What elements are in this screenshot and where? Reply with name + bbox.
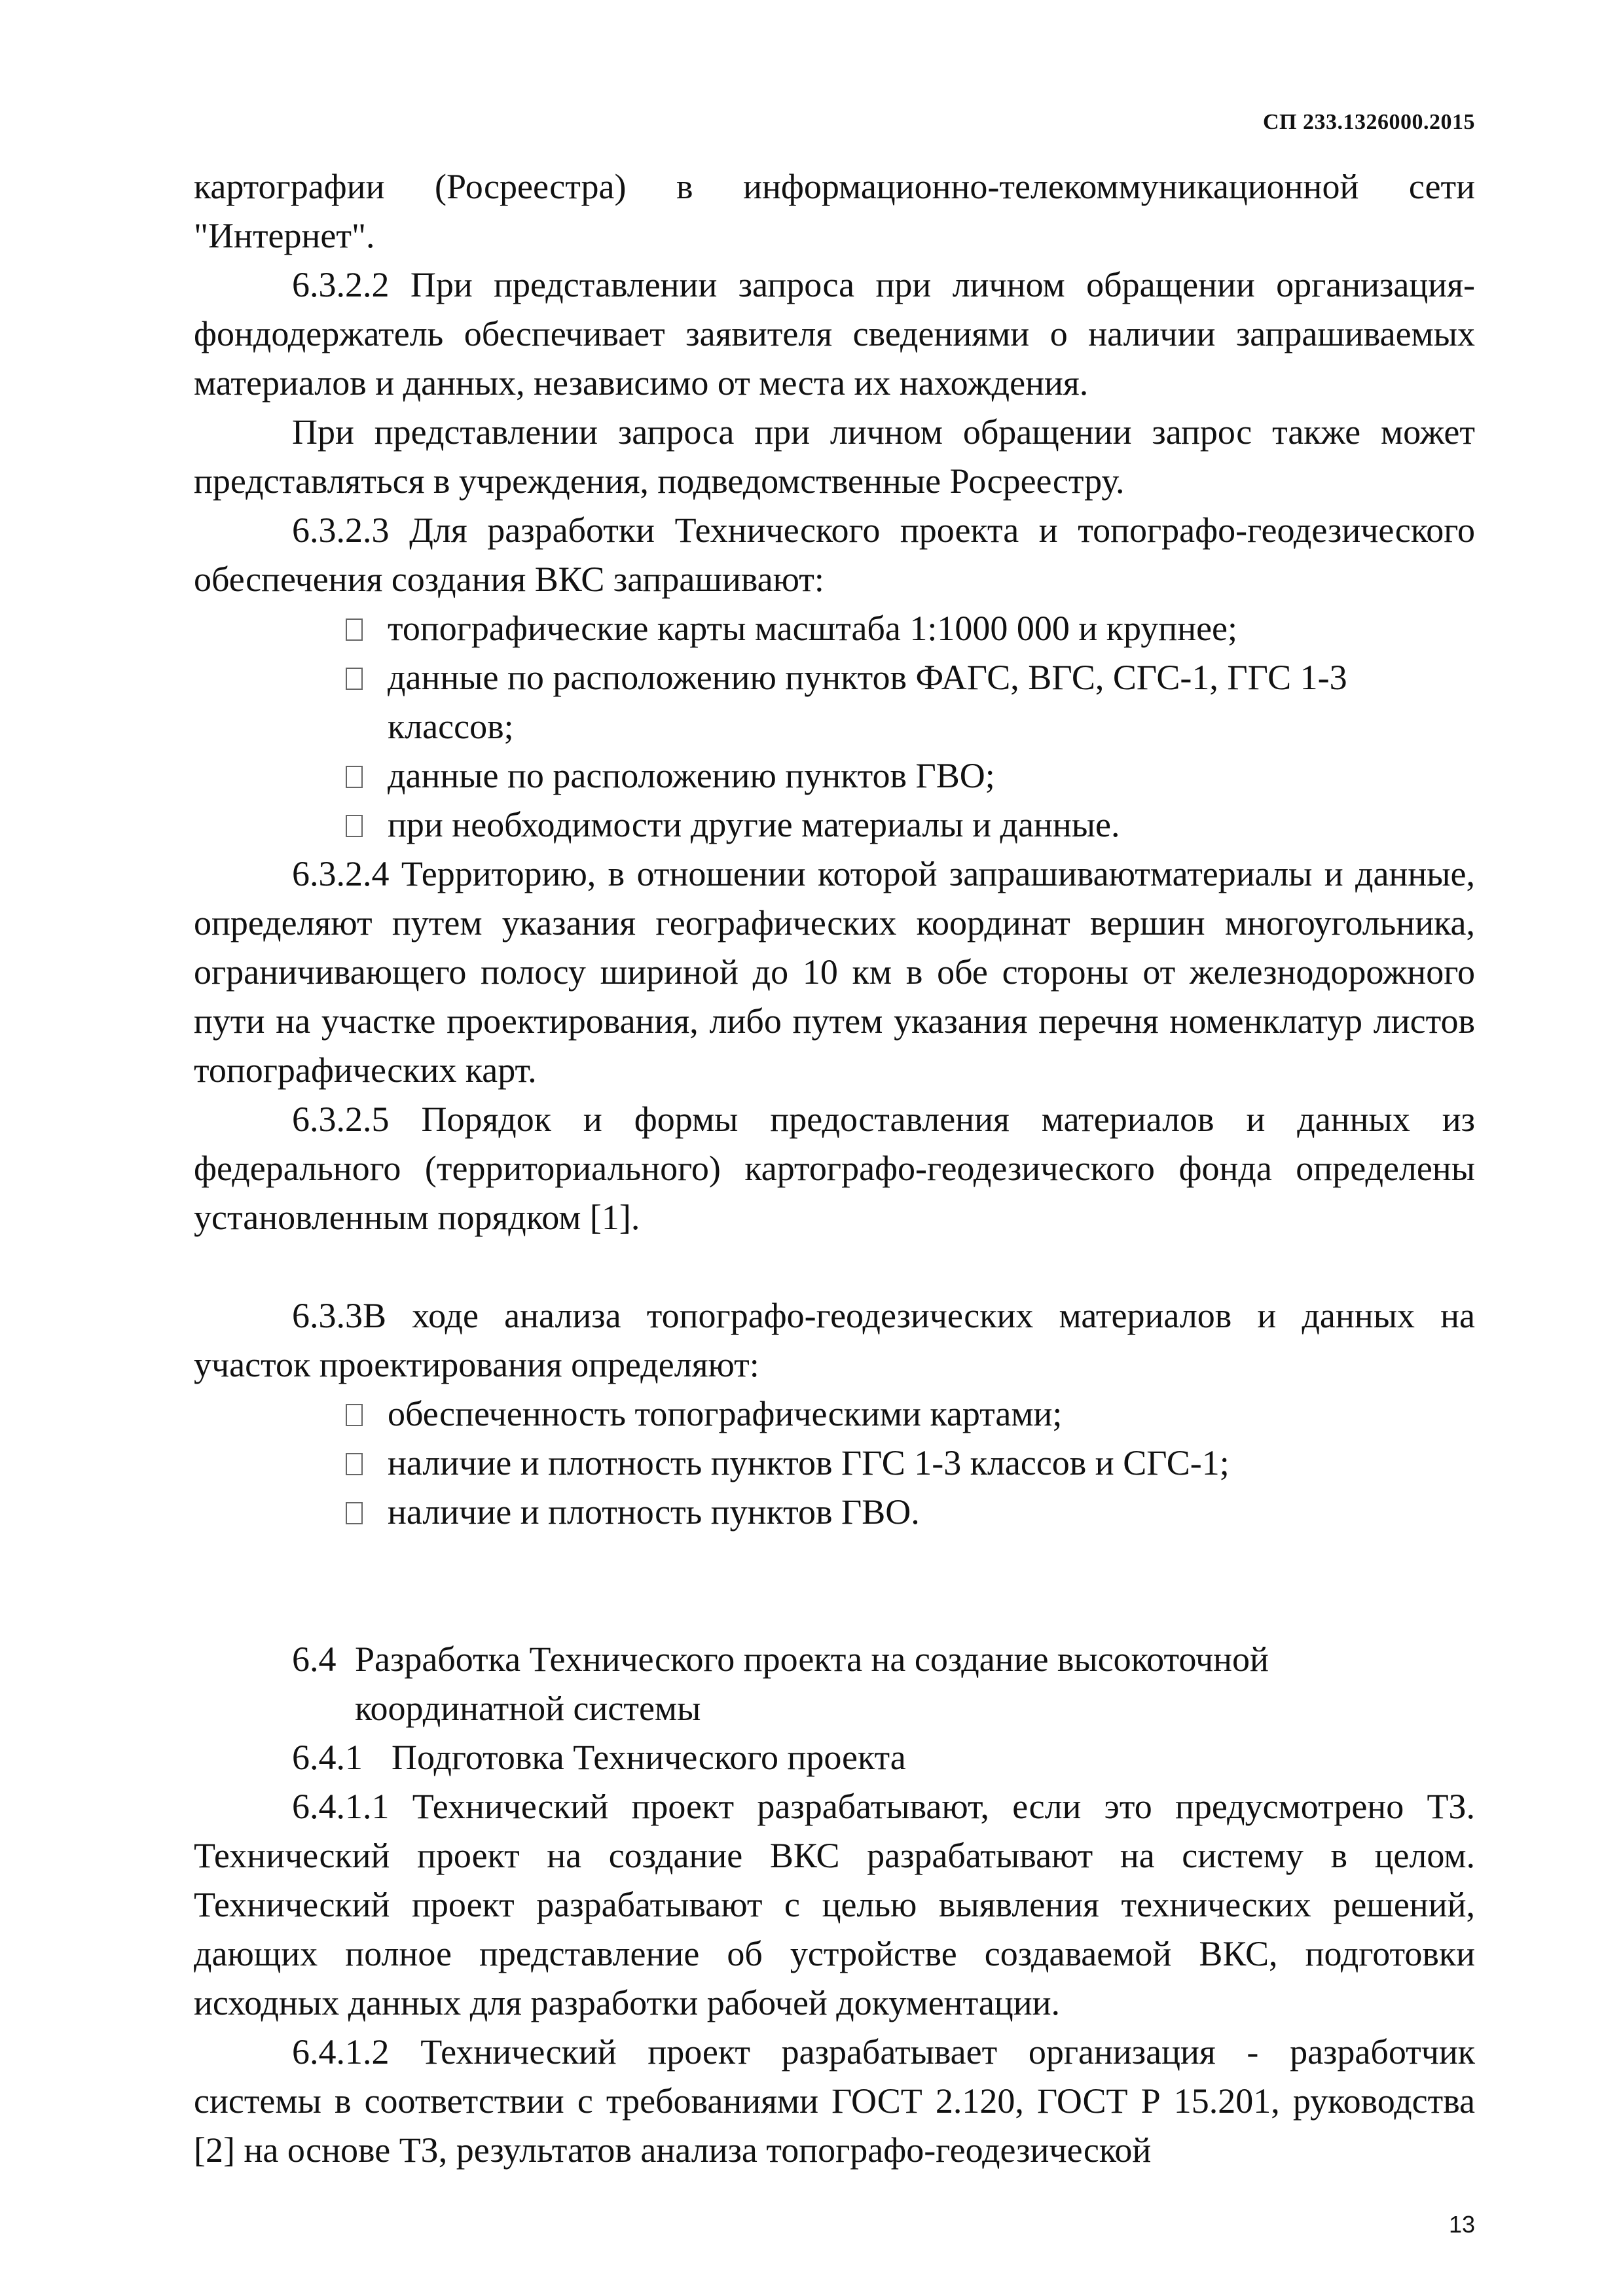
bullet-box-icon (346, 1453, 363, 1475)
paragraph-continuation: картографии (Росреестра) в информационно-телекоммуникационной сети "Интернет". (194, 167, 1475, 255)
blank-lines (194, 1537, 1475, 1635)
blank-line (194, 1242, 1475, 1291)
paragraph-6-3-2-5: 6.3.2.5 Порядок и формы предоставления материалов и данных из федерального (территориального) картографо-геодезического фонда определены установленным порядком [1]. (194, 1100, 1475, 1237)
list-item (194, 751, 1475, 800)
bullet-box-icon (346, 1404, 363, 1426)
analysis-items-list (194, 1390, 1475, 1537)
paragraph-6-3-2-2: 6.3.2.2 При представлении запроса при личном обращении организация-фондодержатель обеспечивает заявителя сведениями о наличии запрашиваемых материалов и данных, независимо от места их нахождения. (194, 265, 1475, 403)
list-item (194, 1439, 1475, 1488)
section-number: 6.4.1 (292, 1738, 363, 1777)
paragraph-6-4-1-2: 6.4.1.2 Технический проект разрабатывает организация - разработчик системы в соответствии с требованиями ГОСТ 2.120, ГОСТ Р 15.201, руководства [2] на основе ТЗ, результатов анализа топографо-геодезической (194, 2032, 1475, 2170)
paragraph-personal-request: При представлении запроса при личном обращении запрос также может представляться в учреждения, подведомственные Росреестру. (194, 412, 1475, 501)
list-item-text: данные по расположению пунктов ГВО; (388, 756, 995, 795)
page-content (194, 162, 1475, 2175)
section-heading-6-4 (194, 1635, 1475, 1733)
document-code-header: СП 233.1326000.2015 (1263, 110, 1475, 134)
bullet-box-icon (346, 668, 363, 690)
page-number: 13 (1448, 2211, 1475, 2238)
section-title: Разработка Технического проекта на создание высокоточной координатной системы (355, 1640, 1269, 1728)
bullet-box-icon (346, 619, 363, 641)
list-item-text: топографические карты масштаба 1:1000 000 и крупнее; (388, 609, 1238, 648)
paragraph-6-3-2-3: 6.3.2.3 Для разработки Технического проекта и топографо-геодезического обеспечения создания ВКС запрашивают: (194, 511, 1475, 599)
list-item (194, 604, 1475, 653)
list-item-text: данные по расположению пунктов ФАГС, ВГС, СГС-1, ГГС 1-3 классов; (388, 658, 1347, 746)
section-heading-6-4-1 (194, 1733, 1475, 1782)
section-number: 6.4 (292, 1640, 337, 1679)
bullet-box-icon (346, 766, 363, 788)
paragraph-6-3-3: 6.3.3В ходе анализа топографо-геодезических материалов и данных на участок проектирования определяют: (194, 1296, 1475, 1384)
list-item (194, 1488, 1475, 1537)
list-item-text: наличие и плотность пунктов ГГС 1-3 классов и СГС-1; (388, 1443, 1230, 1482)
list-item (194, 1390, 1475, 1439)
list-item-text: при необходимости другие материалы и данные. (388, 805, 1120, 844)
list-item (194, 653, 1475, 751)
paragraph-6-4-1-1: 6.4.1.1 Технический проект разрабатывают, если это предусмотрено ТЗ. Технический проект на создание ВКС разрабатывают на систему в целом. Технический проект разрабатывают с целью выявления технических решений, дающих полное представление об устройстве создаваемой ВКС, подготовки исходных данных для разработки рабочей документации. (194, 1787, 1475, 2022)
bullet-box-icon (346, 815, 363, 837)
bullet-box-icon (346, 1502, 363, 1524)
list-item-text: наличие и плотность пунктов ГВО. (388, 1492, 920, 1532)
requested-materials-list (194, 604, 1475, 850)
list-item (194, 800, 1475, 850)
paragraph-6-3-2-4: 6.3.2.4 Территорию, в отношении которой запрашиваютматериалы и данные, определяют путем указания географических координат вершин многоугольника, ограничивающего полосу шириной до 10 км в обе стороны от железнодорожного пути на участке проектирования, либо путем указания перечня номенклатур листов топографических карт. (194, 854, 1475, 1090)
list-item-text: обеспеченность топографическими картами; (388, 1394, 1063, 1433)
section-title: Подготовка Технического проекта (392, 1738, 906, 1777)
